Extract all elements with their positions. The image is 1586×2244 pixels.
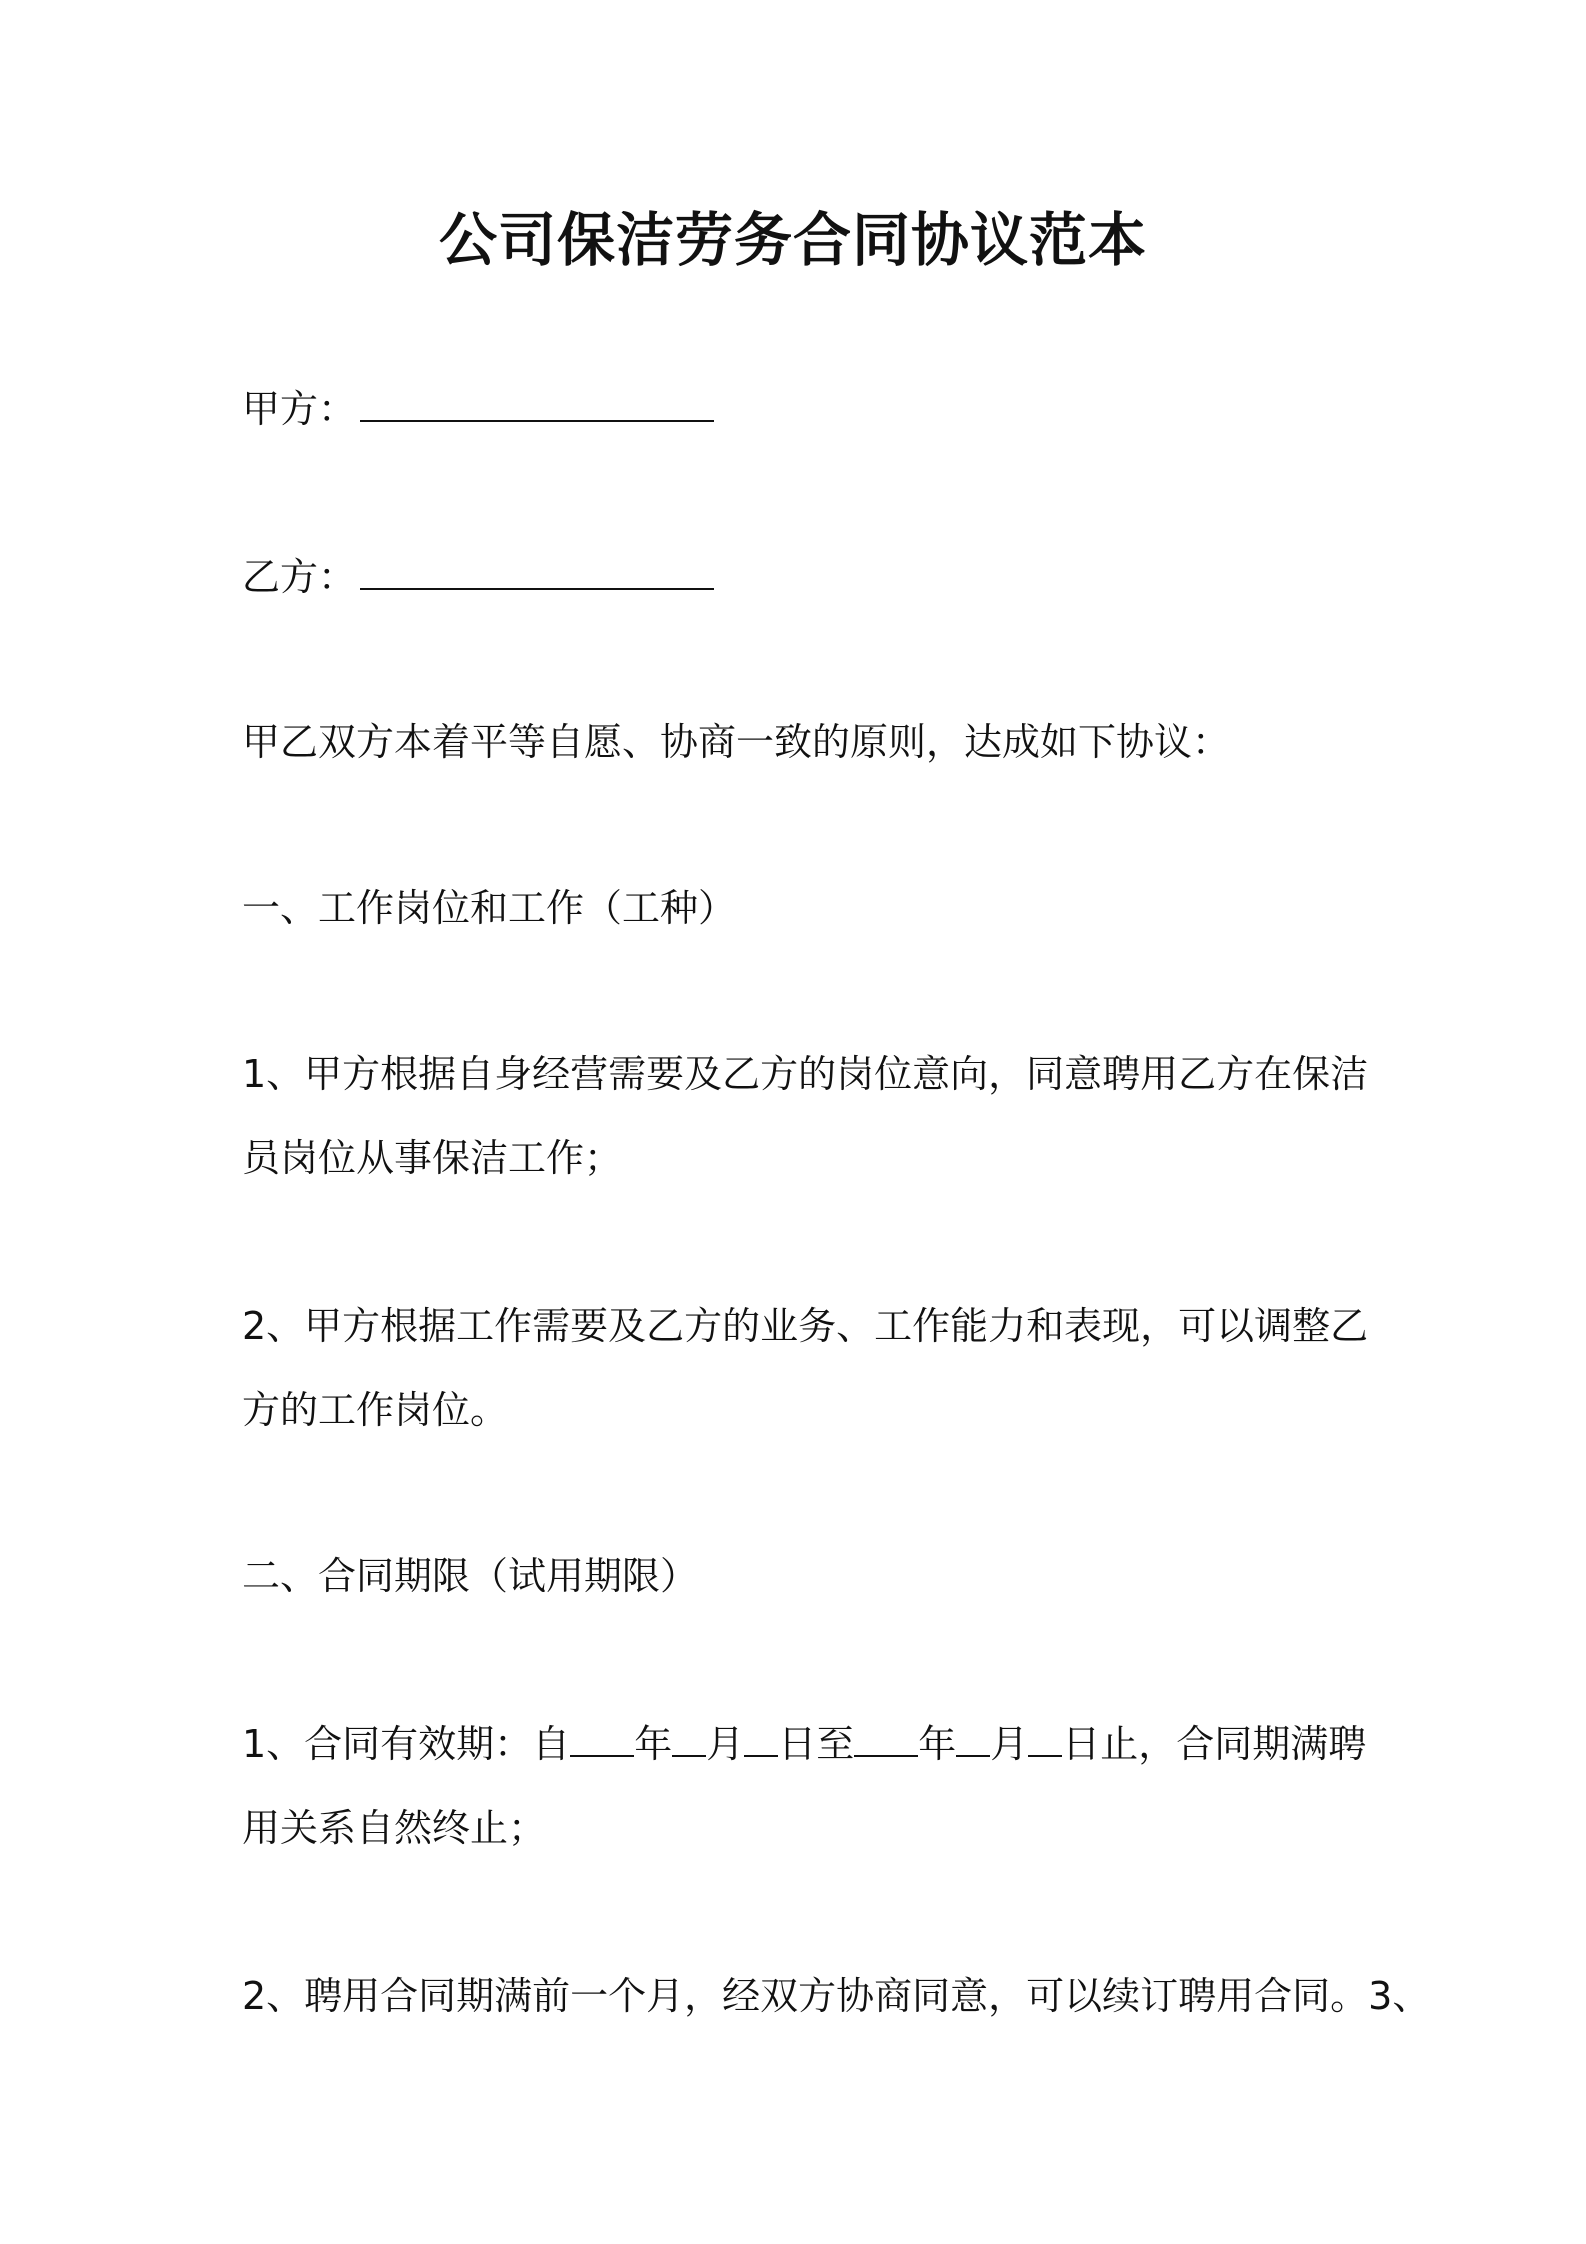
party-a-blank [360,380,714,422]
start-year-blank [570,1721,634,1757]
party-b-line [242,548,714,605]
start-month-label: 月 [706,1722,745,1766]
section2-item1-line2: 用关系自然终止； [242,1806,547,1850]
term-prefix: 1、合同有效期：自 [242,1722,571,1766]
section2-item1-line1 [242,1716,1366,1772]
start-month-blank [672,1721,706,1757]
end-day-blank [1028,1721,1062,1757]
section1-heading: 一、工作岗位和工作（工种） [242,886,737,930]
section1-item2-line1: 2、甲方根据工作需要及乙方的业务、工作能力和表现，可以调整乙 [242,1304,1369,1348]
end-year-label: 年 [918,1722,957,1766]
section2-heading: 二、合同期限（试用期限） [242,1554,699,1598]
start-day-blank [744,1721,778,1757]
preamble-text: 甲乙双方本着平等自愿、协商一致的原则，达成如下协议： [242,720,1231,764]
party-a-line [242,380,714,437]
day-to-label: 日至 [778,1722,855,1766]
end-month-blank [956,1721,990,1757]
party-b-blank [360,548,714,590]
party-a-label: 甲方： [242,387,357,431]
section2-item2-line1: 2、聘用合同期满前一个月，经双方协商同意，可以续订聘用合同。3、 [242,1974,1431,2018]
document-title: 公司保洁劳务合同协议范本 [438,206,1147,274]
start-year-label: 年 [634,1722,673,1766]
party-b-label: 乙方： [242,555,357,599]
section1-item1-line1: 1、甲方根据自身经营需要及乙方的岗位意向，同意聘用乙方在保洁 [242,1052,1369,1096]
end-month-label: 月 [990,1722,1029,1766]
section1-item1-line2: 员岗位从事保洁工作； [242,1136,623,1180]
section1-item2-line2: 方的工作岗位。 [242,1388,509,1432]
day-end-label: 日止，合同期满聘 [1062,1722,1367,1766]
end-year-blank [854,1721,918,1757]
